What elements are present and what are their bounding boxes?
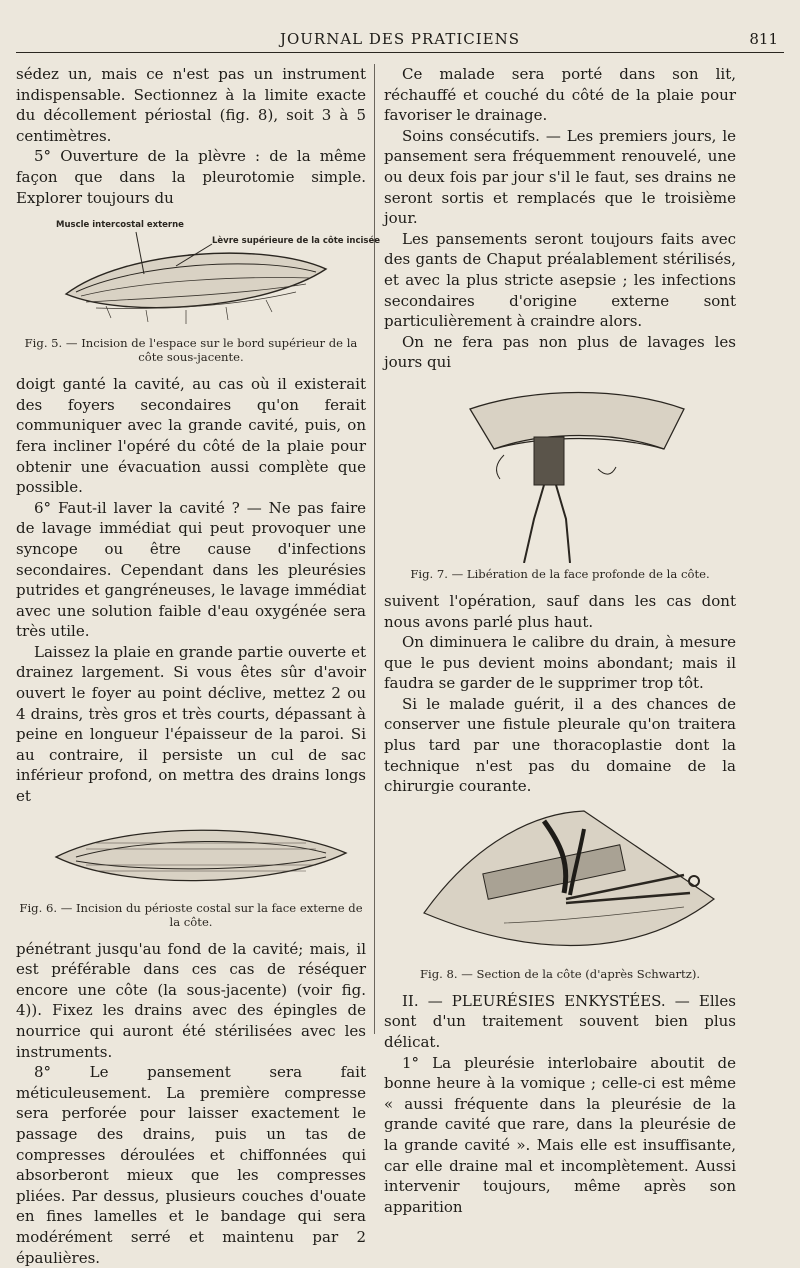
column-divider	[374, 64, 375, 1034]
fig6-caption: Fig. 6. — Incision du périoste costal sur la face externe de la côte.	[19, 900, 363, 929]
section-heading: II. — PLEURÉSIES ENKYSTÉES. — Elles sont d'un traitement souvent bien plus délicat.	[384, 991, 736, 1052]
fig5-label-levre: Lèvre supérieure de la côte incisée	[212, 236, 381, 247]
paragraph: Si le malade guérit, il a des chances de conserver une fistule pleurale qu'on traitera plus tard par une thoracoplastie dont la technique n'est pas du domaine de la chirurgie courante.	[384, 694, 736, 796]
fig7-illustration	[384, 379, 736, 563]
fig5-caption: Fig. 5. — Incision de l'espace sur le bord supérieur de la côte sous-jacente.	[24, 336, 358, 365]
paragraph: On diminuera le calibre du drain, à mesure que le pus devient moins abondant; mais il faudra se garder de le supprimer trop tôt.	[384, 633, 736, 693]
right-column	[384, 64, 736, 1217]
paragraph: suivent l'opération, sauf dans les cas dont nous avons parlé plus haut.	[384, 591, 736, 631]
paragraph: Soins consécutifs. — Les premiers jours, le pansement sera fréquemment renouvelé, une ou deux fois par jour s'il le faut, ses drains ne seront sortis et remplacés que le troisième jour.	[384, 126, 736, 228]
figure-7	[384, 379, 736, 563]
paragraph: 6° Faut-il laver la cavité ? — Ne pas faire de lavage immédiat qui peut provoquer une syncope ou être cause d'infections secondaires. Cependant dans les pleurésies putrides et gangréneuses, le lavage immédiat avec une solution faible d'eau oxygénée sera très utile.	[16, 498, 366, 641]
paragraph: Les pansements seront toujours faits avec des gants de Chaput préalablement stérilisés, et avec la plus stricte asepsie ; les infections secondaires d'origine externe sont particulièrement à craindre alors.	[384, 229, 736, 331]
paragraph: pénétrant jusqu'au fond de la cavité; mais, il est préférable dans ces cas de réséquer encore une côte (la sous-jacente) (voir fig. 4)). Fixez les drains avec des épingles de nourrice qui auront été stérilisées avec les instruments.	[16, 939, 366, 1061]
paragraph: doigt ganté la cavité, au cas où il existerait des foyers secondaires qu'on ferait communiquer avec la grande cavité, puis, on fera incliner l'opéré du côté de la plaie pour obtenir une évacuation aussi complète que possible.	[16, 375, 366, 497]
paragraph: On ne fera pas non plus de lavages les jours qui	[384, 332, 736, 372]
fig5-label-muscle: Muscle intercostal externe	[56, 220, 184, 231]
figure-6	[16, 813, 366, 897]
fig7-caption: Fig. 7. — Libération de la face profonde de la côte.	[410, 566, 710, 581]
fig8-caption: Fig. 8. — Section de la côte (d'après Schwartz).	[419, 966, 701, 981]
figure-5	[16, 214, 381, 332]
running-title: JOURNAL DES PRATICIENS	[279, 30, 521, 48]
figure-8	[384, 803, 736, 963]
paragraph: 8° Le pansement sera fait méticuleusement. La première compresse sera perforée pour laisser exactement le passage des drains, puis un tas de compresses déroulées et chiffonnées qui absorberont mieux que les compresses pliées. Par dessus, plusieurs couches d'ouate en fines lamelles et le bandage qui sera modérément serré et maintenu par 2 épaulières.	[16, 1063, 366, 1267]
page-header	[16, 28, 784, 53]
paragraph: Ce malade sera porté dans son lit, réchauffé et couché du côté de la plaie pour favoriser le drainage.	[384, 65, 736, 125]
fig8-illustration	[384, 803, 736, 963]
paragraph: 5° Ouverture de la plèvre : de la même façon que dans la pleurotomie simple. Explorer toujours du	[16, 147, 366, 207]
fig5-illustration	[16, 214, 366, 332]
fig6-illustration	[16, 813, 366, 897]
left-column	[16, 64, 381, 1268]
paragraph: sédez un, mais ce n'est pas un instrument indispensable. Sectionnez à la limite exacte du décollement périostal (fig. 8), soit 3 à 5 centimètres.	[16, 65, 366, 145]
page-number: 811	[749, 30, 778, 48]
paragraph: 1° La pleurésie interlobaire aboutit de bonne heure à la vomique ; celle-ci est même « aussi fréquente dans la pleurésie de la grande cavité que rare, dans la pleurésie de la grande cavité ». Mais elle est insuffisante, car elle draine mal et incomplètement. Aussi intervenir toujours, même après son apparition	[384, 1053, 736, 1216]
paragraph: Laissez la plaie en grande partie ouverte et drainez largement. Si vous êtes sûr d'avoir ouvert le foyer au point déclive, mettez 2 ou 4 drains, très gros et très courts, dépassant à peine en longueur l'épaisseur de la paroi. Si au contraire, il persiste un cul de sac inférieur profond, on mettra des drains longs et	[16, 642, 366, 806]
